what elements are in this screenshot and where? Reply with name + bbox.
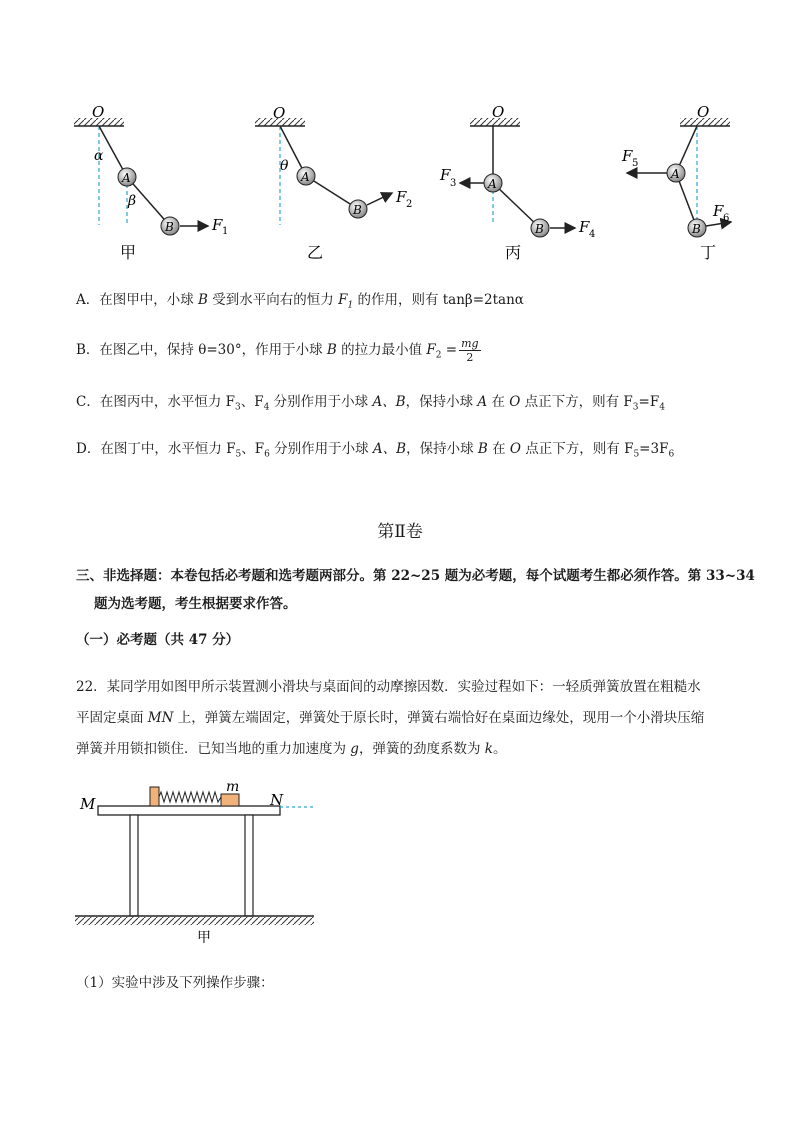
label-b: B (535, 222, 544, 236)
caption-bing: 丙 (505, 243, 522, 262)
label-a: A (671, 167, 680, 181)
label-force-sub: 1 (222, 226, 229, 237)
section-title: 第Ⅱ卷 (377, 522, 423, 542)
label-b: B (165, 220, 174, 234)
label-force-a-sub: 5 (632, 158, 639, 169)
label-force-b-sub: 6 (723, 213, 730, 224)
label-force: F (396, 188, 407, 206)
label-force: F (212, 216, 223, 234)
fraction-mg-2: $\frac{mg}{2}$ (461, 337, 479, 364)
label-a: A (122, 171, 131, 185)
label-o: O (492, 103, 505, 121)
caption-jia: 甲 (197, 930, 211, 946)
label-theta: θ (280, 158, 289, 174)
label-mass: m (226, 779, 240, 795)
label-force-b-sub: 4 (589, 229, 596, 240)
label-m-left: M (80, 795, 96, 813)
label-o: O (92, 103, 105, 121)
figure-bing (439, 103, 595, 262)
caption-jia: 甲 (120, 243, 137, 262)
label-a: A (301, 170, 310, 184)
label-force-sub: 2 (406, 199, 413, 210)
caption-yi: 乙 (307, 243, 324, 262)
figure-jia (74, 103, 228, 262)
label-b: B (692, 222, 701, 236)
label-b: B (353, 203, 362, 217)
step-1: （1）实验中涉及下列操作步骤： (76, 975, 274, 991)
question-22: 22．某同学用如图甲所示装置测小滑块与桌面间的动摩擦因数．实验过程如下：一轻质弹簧放置在粗糙水 平固定桌面 MN 上，弹簧左端固定，弹簧处于原长时，弹簧右端恰好在桌面边缘处，现用一个小滑块压缩 弹簧并用锁扣锁住．已知当地的重力加速度为 g，弹簧的劲度系数为 k。 (76, 679, 705, 757)
figure-ding (621, 103, 731, 262)
section3-instructions: 三、非选择题：本卷包括必考题和选考题两部分。第 22~25 题为必考题，每个试题考生都必须作答。第 33~34 题为选考题，考生根据要求作答。 (76, 568, 755, 612)
label-force-b: F (579, 218, 590, 236)
option-d: D．在图丁中，水平恒力 $F_5$、$F_6$ 分别作用于小球 A、B，保持小球 B 在 O 点正下方，则有 $F_5=3F_6$ (76, 441, 675, 460)
label-force-b: F (713, 202, 724, 220)
label-force-a: F (622, 147, 633, 165)
pendulum-figures (0, 95, 800, 270)
option-a: A．在图甲中，小球 B 受到水平向右的恒力 $F_1$ 的作用，则有 tanβ=2tanα (76, 292, 524, 311)
label-beta: β (128, 193, 137, 209)
figure-yi (255, 104, 412, 262)
label-a: A (488, 177, 497, 191)
label-force-a: F (440, 166, 451, 184)
label-n: N (270, 791, 284, 809)
caption-ding: 丁 (700, 243, 717, 262)
subsection-title: （一）必考题（共 47 分） (76, 632, 240, 648)
label-force-a-sub: 3 (450, 178, 457, 189)
label-o: O (697, 103, 710, 121)
label-alpha: α (94, 148, 104, 164)
option-b: B．在图乙中，保持 θ=30°，作用于小球 B 的拉力最小值 $F_2$ = $\frac{mg}{2}$ (76, 337, 479, 364)
option-c: C．在图丙中，水平恒力 $F_3$、$F_4$ 分别作用于小球 A、B，保持小球 A 在 O 点正下方，则有 $F_3=F_4$ (76, 394, 665, 413)
table-spring-figure (70, 775, 330, 950)
label-o: O (273, 104, 286, 122)
